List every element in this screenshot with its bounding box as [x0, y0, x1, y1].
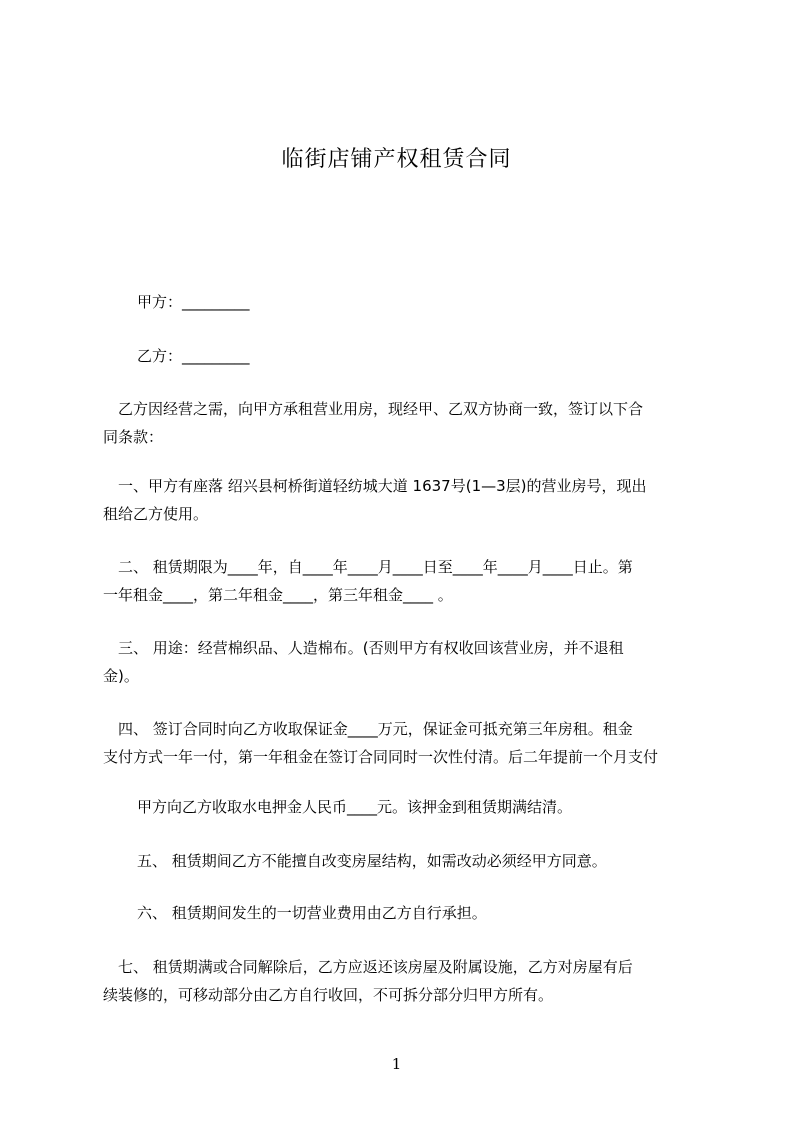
- clause-3-line-2: 金)。: [103, 667, 139, 685]
- clause-1-line-2: 租给乙方使用。: [103, 505, 209, 523]
- clause-2-line-1: 二、 租赁期限为____年，自____年____月____日至____年____月____日止。第: [103, 558, 633, 576]
- clause-6: 六、 租赁期间发生的一切营业费用由乙方自行承担。: [137, 904, 487, 922]
- clause-3-line-1: 三、 用途：经营棉织品、人造棉布。(否则甲方有权收回该营业房，并不退租: [103, 639, 624, 657]
- clause-7-line-2: 续装修的，可移动部分由乙方自行收回，不可拆分部分归甲方所有。: [103, 986, 554, 1004]
- clause-5: 五、 租赁期间乙方不能擅自改变房屋结构，如需改动必须经甲方同意。: [137, 852, 607, 870]
- party-b-line: 乙方：_________: [137, 347, 250, 365]
- preamble-line-1: 乙方因经营之需，向甲方承租营业用房，现经甲、乙双方协商一致，签订以下合: [103, 400, 644, 418]
- party-a-line: 甲方：_________: [137, 293, 250, 311]
- document-title: 临街店铺产权租赁合同: [281, 147, 512, 172]
- clause-7-line-1: 七、 租赁期满或合同解除后，乙方应返还该房屋及附属设施，乙方对房屋有后: [103, 958, 633, 976]
- deposit-paragraph: 甲方向乙方收取水电押金人民币____元。该押金到租赁期满结清。: [137, 798, 573, 816]
- clause-1-line-1: 一、甲方有座落 绍兴县柯桥街道轻纺城大道 1637号(1—3层)的营业房号，现出: [103, 477, 647, 495]
- clause-4-line-1: 四、 签订合同时向乙方收取保证金____万元，保证金可抵充第三年房租。租金: [103, 720, 633, 738]
- preamble-line-2: 同条款：: [103, 428, 164, 446]
- clause-4-line-2: 支付方式一年一付，第一年租金在签订合同同时一次性付清。后二年提前一个月支付: [103, 748, 659, 766]
- clause-2-line-2: 一年租金____，第二年租金____，第三年租金____ 。: [103, 586, 453, 604]
- page-number: 1: [391, 1055, 402, 1073]
